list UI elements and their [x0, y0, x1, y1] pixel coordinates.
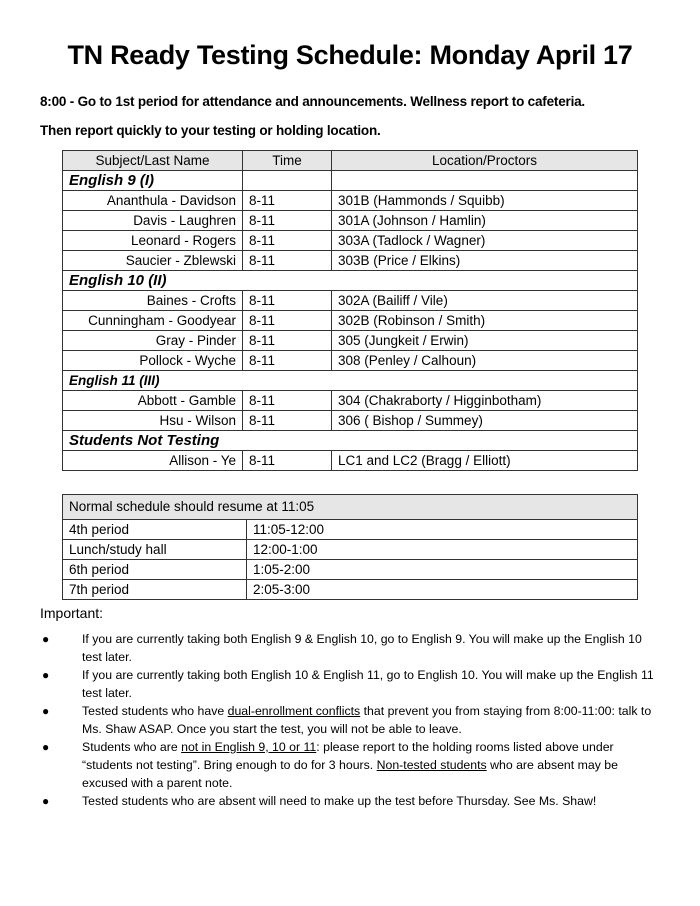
time-cell: 8-11 — [243, 191, 332, 211]
period-cell: Lunch/study hall — [63, 540, 247, 560]
names-cell: Ananthula - Davidson — [63, 191, 243, 211]
important-label: Important: — [40, 605, 104, 621]
names-cell: Hsu - Wilson — [63, 411, 243, 431]
location-cell: 308 (Penley / Calhoun) — [332, 351, 638, 371]
time-cell: 8-11 — [243, 311, 332, 331]
table-row — [63, 291, 638, 311]
location-cell: 305 (Jungkeit / Erwin) — [332, 331, 638, 351]
time-cell: 8-11 — [243, 331, 332, 351]
empty-cell — [332, 171, 638, 191]
list-item — [40, 630, 660, 666]
intro-attendance-line: 8:00 - Go to 1st period for attendance and announcements. Wellness report to cafeteria. — [40, 94, 585, 109]
bullet-text: Tested students who have — [82, 704, 228, 718]
underlined-text: dual-enrollment conflicts — [227, 704, 361, 718]
time-cell: 8-11 — [243, 451, 332, 471]
table-row — [63, 540, 638, 560]
bullet-text: that prevent you from staying from 8:00-11:00: talk to Ms. Shaw ASAP. Once you start the test, you will not be able to leave. — [82, 704, 652, 736]
intro-report-line: Then report quickly to your testing or holding location. — [40, 123, 381, 138]
time-cell: 8-11 — [243, 351, 332, 371]
table-row — [63, 191, 638, 211]
page-title: TN Ready Testing Schedule: Monday April 17 — [67, 40, 633, 70]
bullet-text: Tested students who are absent will need to make up the test before Thursday. See Ms. Shaw! — [82, 794, 597, 808]
bullet-icon: ● — [42, 794, 50, 808]
table-row — [63, 451, 638, 471]
normal-schedule-header: Normal schedule should resume at 11:05 — [63, 495, 638, 520]
group-row — [63, 171, 638, 191]
location-cell: 301A (Johnson / Hamlin) — [332, 211, 638, 231]
table-row — [63, 580, 638, 600]
normal-schedule-table — [62, 494, 638, 600]
list-item — [40, 666, 660, 702]
group-label: English 10 (II) — [63, 271, 638, 291]
period-time-cell: 12:00-1:00 — [247, 540, 638, 560]
period-cell: 7th period — [63, 580, 247, 600]
list-item — [40, 702, 660, 738]
period-cell: 6th period — [63, 560, 247, 580]
group-label: Students Not Testing — [63, 431, 638, 451]
header-time: Time — [243, 151, 332, 171]
list-item — [40, 738, 660, 792]
period-cell: 4th period — [63, 520, 247, 540]
time-cell: 8-11 — [243, 291, 332, 311]
names-cell: Saucier - Zblewski — [63, 251, 243, 271]
group-row — [63, 371, 638, 391]
location-cell: 302B (Robinson / Smith) — [332, 311, 638, 331]
names-cell: Pollock - Wyche — [63, 351, 243, 371]
names-cell: Leonard - Rogers — [63, 231, 243, 251]
names-cell: Davis - Laughren — [63, 211, 243, 231]
table-row — [63, 520, 638, 540]
location-cell: LC1 and LC2 (Bragg / Elliott) — [332, 451, 638, 471]
bullet-icon: ● — [42, 668, 50, 682]
location-cell: 303B (Price / Elkins) — [332, 251, 638, 271]
bullet-text: If you are currently taking both English 9 & English 10, go to English 9. You will make up the English 10 test later. — [82, 632, 642, 664]
names-cell: Allison - Ye — [63, 451, 243, 471]
bullet-icon: ● — [42, 632, 50, 646]
time-cell: 8-11 — [243, 211, 332, 231]
table-row — [63, 331, 638, 351]
table-row — [63, 391, 638, 411]
table-row — [63, 351, 638, 371]
names-cell: Cunningham - Goodyear — [63, 311, 243, 331]
location-cell: 302A (Bailiff / Vile) — [332, 291, 638, 311]
important-list — [40, 630, 660, 810]
table-row — [63, 231, 638, 251]
schedule-body — [63, 171, 638, 471]
period-time-cell: 2:05-3:00 — [247, 580, 638, 600]
group-label: English 9 (I) — [63, 171, 243, 191]
testing-schedule-table — [62, 150, 638, 471]
table-row — [63, 251, 638, 271]
names-cell: Gray - Pinder — [63, 331, 243, 351]
bullet-icon: ● — [42, 704, 50, 718]
header-subject: Subject/Last Name — [63, 151, 243, 171]
bullet-text: who are absent may be excused with a parent note. — [82, 758, 618, 790]
table-row — [63, 560, 638, 580]
period-time-cell: 1:05-2:00 — [247, 560, 638, 580]
names-cell: Abbott - Gamble — [63, 391, 243, 411]
names-cell: Baines - Crofts — [63, 291, 243, 311]
empty-cell — [243, 171, 332, 191]
location-cell: 301B (Hammonds / Squibb) — [332, 191, 638, 211]
table-row — [63, 411, 638, 431]
table-header-row — [63, 151, 638, 171]
header-location: Location/Proctors — [332, 151, 638, 171]
table-row — [63, 311, 638, 331]
underlined-text: Non-tested students — [376, 758, 487, 772]
group-row — [63, 271, 638, 291]
group-label: English 11 (III) — [63, 371, 638, 391]
period-time-cell: 11:05-12:00 — [247, 520, 638, 540]
time-cell: 8-11 — [243, 251, 332, 271]
bullet-text: If you are currently taking both English 10 & English 11, go to English 10. You will make up the English 11 test later. — [82, 668, 654, 700]
group-row — [63, 431, 638, 451]
underlined-text: not in English 9, 10 or 11 — [181, 740, 317, 754]
location-cell: 306 ( Bishop / Summey) — [332, 411, 638, 431]
location-cell: 304 (Chakraborty / Higginbotham) — [332, 391, 638, 411]
table-row — [63, 211, 638, 231]
time-cell: 8-11 — [243, 231, 332, 251]
normal-schedule-header-row — [63, 495, 638, 520]
bullet-text: : please report to the holding rooms listed above under “students not testing”. Bring enough to do for 3 hours. — [82, 740, 614, 772]
bullet-text: Students who are — [82, 740, 182, 754]
time-cell: 8-11 — [243, 391, 332, 411]
time-cell: 8-11 — [243, 411, 332, 431]
location-cell: 303A (Tadlock / Wagner) — [332, 231, 638, 251]
normal-schedule-body — [63, 520, 638, 600]
bullet-icon: ● — [42, 740, 50, 754]
list-item — [40, 792, 660, 810]
